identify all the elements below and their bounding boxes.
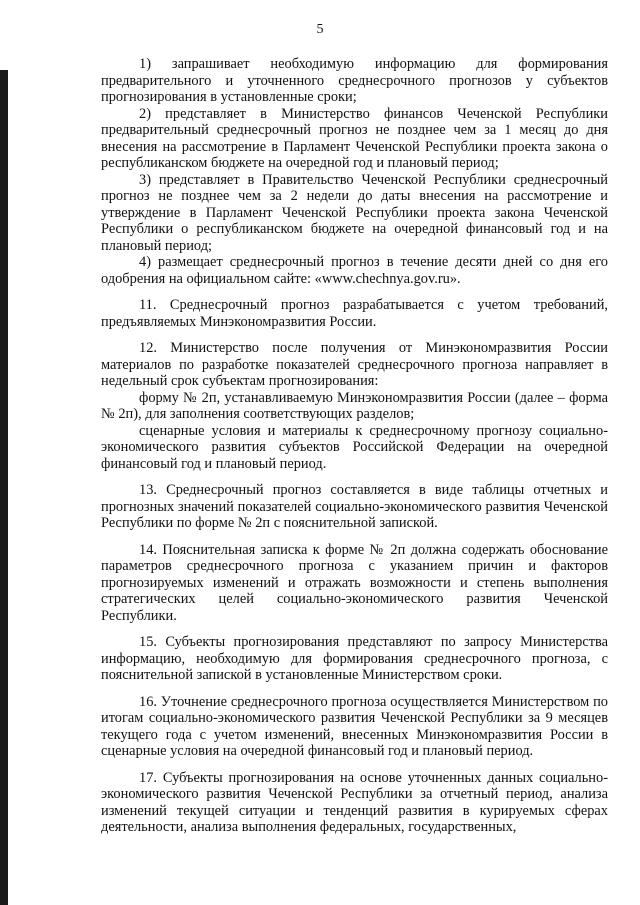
paragraph: 16. Уточнение среднесрочного прогноза осуществляется Министерством по итогам социально-экономического развития Чеченской Республики за 9 месяцев текущего года с учетом изменений, внесенных Минэкономразвития России в сценарные условия на очередной финансовый год и плановый период. <box>101 693 608 759</box>
paragraph: 4) размещает среднесрочный прогноз в течение десяти дней со дня его одобрения на официальном сайте: «www.chechnya.gov.ru». <box>101 254 608 287</box>
document-body <box>101 56 608 836</box>
paragraph: 11. Среднесрочный прогноз разрабатывается с учетом требований, предъявляемых Минэкономразвития России. <box>101 297 608 330</box>
paragraph: 3) представляет в Правительство Чеченской Республики среднесрочный прогноз не позднее чем за 2 недели до даты внесения на рассмотрение и утверждение в Парламент Чеченской Республики проекта закона Чеченской Республики о республиканском бюджете на очередной финансовый год и на плановый период; <box>101 171 608 254</box>
page-number: 5 <box>316 22 324 37</box>
paragraph: сценарные условия и материалы к среднесрочному прогнозу социально-экономического развития субъектов Российской Федерации на очередной финансовый год и плановый период. <box>101 422 608 472</box>
paragraph: 17. Субъекты прогнозирования на основе уточненных данных социально-экономического развития Чеченской Республики за отчетный период, анализа изменений текущей ситуации и тенденций развития в курируемых сферах деятельности, анализа выполнения федеральных, государственных, <box>101 769 608 835</box>
paragraph: 13. Среднесрочный прогноз составляется в виде таблицы отчетных и прогнозных значений показателей социально-экономического развития Чеченской Республики по форме № 2п с пояснительной запиской. <box>101 482 608 531</box>
scan-edge-bar <box>0 70 8 905</box>
paragraph: 2) представляет в Министерство финансов Чеченской Республики предварительный среднесрочный прогноз не позднее чем за 1 месяц до дня внесения на рассмотрение в Парламент Чеченской Республики проекта закона о республиканском бюджете на очередной год и плановый период; <box>101 105 608 171</box>
paragraph: 15. Субъекты прогнозирования представляют по запросу Министерства информацию, необходимую для формирования среднесрочного прогноза, с пояснительной запиской в установленные Министерством сроки. <box>101 634 608 683</box>
paragraph: форму № 2п, устанавливаемую Минэкономразвития России (далее – форма № 2п), для заполнения соответствующих разделов; <box>101 389 608 422</box>
paragraph: 12. Министерство после получения от Минэкономразвития России материалов по разработке показателей среднесрочного прогноза направляет в недельный срок субъектам прогнозирования: <box>101 340 608 389</box>
paragraph: 14. Пояснительная записка к форме № 2п должна содержать обоснование параметров среднесрочного прогноза с указанием причин и факторов прогнозируемых изменений и отражать возможности и степень выполнения стратегических целей социально-экономического развития Чеченской Республики. <box>101 541 608 624</box>
paragraph: 1) запрашивает необходимую информацию для формирования предварительного и уточненного среднесрочного прогнозов у субъектов прогнозирования в установленные сроки; <box>101 56 608 105</box>
